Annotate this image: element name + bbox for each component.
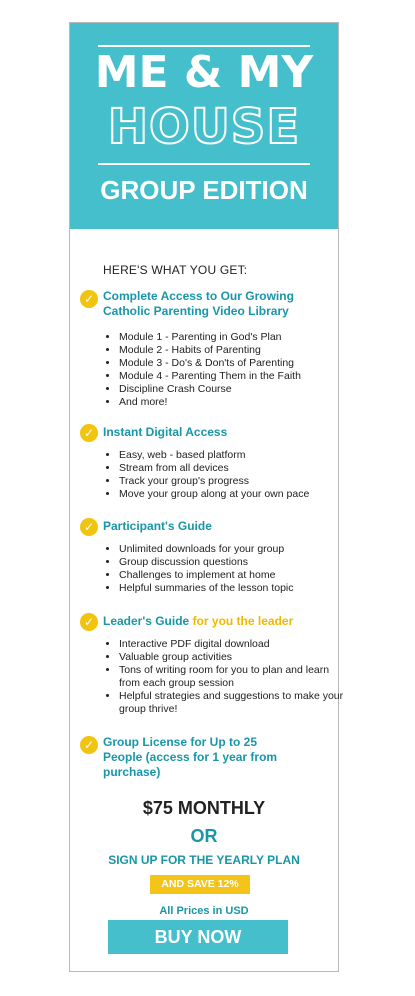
- intro-heading: HERE'S WHAT YOU GET:: [103, 263, 248, 277]
- hero-banner: [70, 23, 338, 229]
- list-item: • Module 4 - Parenting Them in the Faith: [119, 370, 351, 383]
- list-item: • Stream from all devices: [119, 462, 351, 475]
- section-title: Complete Access to Our Growing Catholic Parenting Video Library: [103, 289, 294, 318]
- section-title-highlight: for you the leader: [192, 614, 294, 628]
- section-title: [103, 614, 333, 629]
- save-badge: AND SAVE 12%: [150, 875, 250, 894]
- yearly-plan-link[interactable]: SIGN UP FOR THE YEARLY PLAN: [108, 853, 300, 867]
- list-item: • Module 2 - Habits of Parenting: [119, 344, 351, 357]
- buy-now-button[interactable]: BUY NOW: [108, 920, 288, 954]
- list-item: • Easy, web - based platform: [119, 449, 351, 462]
- check-circle-icon: ✓: [80, 736, 98, 754]
- hero-title-line1: ME & MY: [94, 47, 314, 98]
- list-item: • Module 3 - Do's & Don'ts of Parenting: [119, 357, 351, 370]
- section-title: Group License for Up to 25 People (access for 1 year from purchase): [103, 735, 278, 779]
- list-item: • And more!: [119, 396, 351, 409]
- feature-list: [103, 331, 351, 409]
- list-item: • Group discussion questions: [119, 556, 351, 569]
- list-item: • Discipline Crash Course: [119, 383, 351, 396]
- feature-list: [103, 449, 351, 501]
- section-title: Instant Digital Access: [103, 425, 228, 439]
- list-item: • Helpful strategies and suggestions to make your group thrive!: [119, 690, 351, 716]
- section-title-main: Leader's Guide: [103, 614, 190, 628]
- product-card: [69, 22, 344, 972]
- list-item: • Valuable group activities: [119, 651, 351, 664]
- check-circle-icon: ✓: [80, 424, 98, 442]
- check-circle-icon: ✓: [80, 290, 98, 308]
- list-item: • Interactive PDF digital download: [119, 638, 351, 651]
- hero-subtitle: GROUP EDITION: [100, 175, 308, 205]
- list-item: • Tons of writing room for you to plan and learn from each group session: [119, 664, 351, 690]
- list-item: • Helpful summaries of the lesson topic: [119, 582, 351, 595]
- list-item: • Move your group along at your own pace: [119, 488, 351, 501]
- list-item: • Unlimited downloads for your group: [119, 543, 351, 556]
- check-circle-icon: ✓: [80, 518, 98, 536]
- hero-bottom-rule: [98, 163, 310, 165]
- list-item: • Module 1 - Parenting in God's Plan: [119, 331, 351, 344]
- check-circle-icon: ✓: [80, 613, 98, 631]
- monthly-price: $75 MONTHLY: [142, 798, 266, 818]
- or-separator: OR: [190, 826, 218, 846]
- feature-list: [103, 638, 351, 716]
- list-item: • Challenges to implement at home: [119, 569, 351, 582]
- feature-list: [103, 543, 351, 595]
- currency-note: All Prices in USD: [159, 905, 249, 917]
- section-title: Participant's Guide: [103, 519, 212, 533]
- list-item: • Track your group's progress: [119, 475, 351, 488]
- hero-title-line2: HOUSE: [107, 99, 301, 155]
